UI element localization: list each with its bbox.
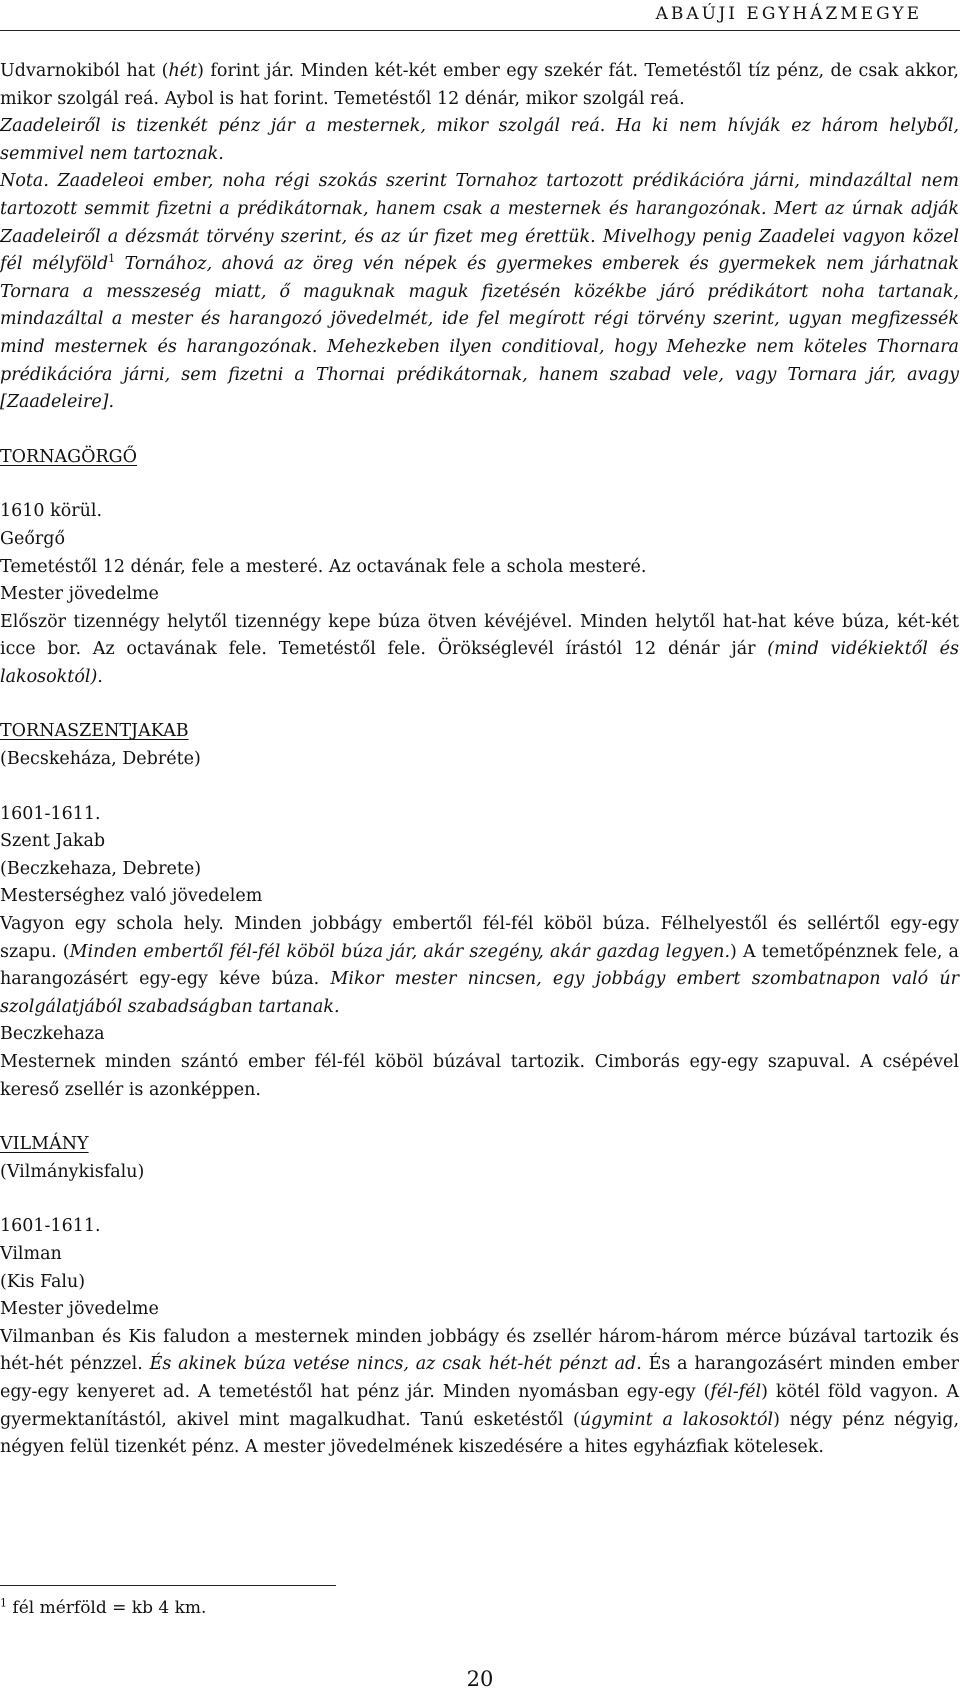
section-subheading: Mester jövedelme <box>0 1299 159 1320</box>
section-heading-tornaszentjakab: TORNASZENTJAKAB <box>0 721 189 742</box>
paragraph-zaadelei: Zaadeleiről is tizenkét pénz jár a mesternek, mikor szolgál reá. Ha ki nem hívják ez három helyből, semmivel nem tartoznak. <box>0 116 959 164</box>
section-paragraph: Vagyon egy schola hely. Minden jobbágy embertől fél-fél köböl búza. Félhelyestől és sellértől egy-egy szapu. (Minden embertől fél-fél köböl búza jár, akár szegény, akár gazdag legyen.) A temetőpénznek fele, a harangozásért egy-egy kéve búza. Mikor mester nincsen, egy jobbágy embert szombatnapon való úr szolgálatjából szabadságban tartanak. <box>0 914 959 1017</box>
section-subheading: Mesterséghez való jövedelem <box>0 886 263 907</box>
section-heading-vilmany: VILMÁNY <box>0 1134 89 1155</box>
section-heading-tornagorgo: TORNAGÖRGŐ <box>0 446 137 467</box>
section-historic-alt: (Kis Falu) <box>0 1271 86 1292</box>
section-alt-names: (Vilmánykisfalu) <box>0 1161 145 1182</box>
footnote-text: fél mérföld = kb 4 km. <box>7 1598 207 1618</box>
section-alt-names: (Becskeháza, Debréte) <box>0 749 201 770</box>
section-date: 1610 körül. <box>0 501 103 522</box>
running-header <box>0 3 960 31</box>
section-line: Temetéstől 12 dénár, fele a mesteré. Az octavának fele a schola mesteré. <box>0 556 647 577</box>
section-subheading: Beczkehaza <box>0 1024 105 1045</box>
page-number: 20 <box>466 1667 494 1691</box>
section-historic-name: Vilman <box>0 1243 62 1264</box>
section-date: 1601-1611. <box>0 1216 101 1237</box>
section-historic-name: Szent Jakab <box>0 831 106 852</box>
body-text <box>0 58 959 1462</box>
footnote <box>0 1597 600 1619</box>
section-paragraph: Először tizennégy helytől tizennégy kepe búza ötven kévéjével. Minden helytől hat-hat kéve búza, két-két icce bor. Az octavának fele. Temetéstől fele. Örökséglevél írástól 12 dénár jár (mind vidékiektől és lakosoktól). <box>0 611 959 687</box>
paragraph-nota: Nota. Zaadeleoi ember, noha régi szokás szerint Tornahoz tartozott prédikációra járni, mindazáltal nem tartozott semmit fizetni a prédikátornak, hanem csak a mesternek és harangozónak. Mert az úrnak adják Zaadeleiről a dézsmát törvény szerint, és az úr fizet meg érettük. Mivelhogy penig Zaadelei vagyon közel fél mélyföld$^1$ Tornához, ahová az öreg vén népek és gyermekes emberek és gyermekek nem járhatnak Tornara a messzeség miatt, ő maguknak maguk fizetésén közékbe járó prédikátort noha tartanak, mindazáltal a mester és harangozó jövedelmét, ide fel megírott régi törvény szerint, ugyan megfizessék mind mesternek és harangozónak. Mehezkeben ilyen conditioval, hogy Mehezke nem köteles Thornara prédikációra járni, sem fizetni a Thornai prédikátornak, hanem szabad vele, vagy Tornara jár, avagy [Zaadeleire]. <box>0 171 959 413</box>
section-historic-alt: (Beczkehaza, Debrete) <box>0 858 202 879</box>
section-subheading: Mester jövedelme <box>0 584 159 605</box>
section-paragraph: Vilmanban és Kis faludon a mesternek minden jobbágy és zsellér három-három mérce búzával tartozik és hét-hét pénzzel. És akinek búza vetése nincs, az csak hét-hét pénzt ad. És a harangozásért minden ember egy-egy kenyeret ad. A temetéstől hat pénz jár. Minden nyomásban egy-egy (fél-fél) kötél föld vagyon. A gyermektanítástól, akivel mint magalkudhat. Tanú esketéstől (úgymint a lakosoktól) négy pénz négyig, négyen felül tizenkét pénz. A mester jövedelmének kiszedésére a hites egyházfiak kötelesek. <box>0 1326 960 1458</box>
paragraph-udvarnok: Udvarnokiból hat (hét) forint jár. Minden két-két ember egy szekér fát. Temetéstől tíz pénz, de csak akkor, mikor szolgál reá. Aybol is hat forint. Temetéstől 12 dénár, mikor szolgál reá. <box>0 61 959 109</box>
footnote-mark: 1 <box>0 1596 7 1610</box>
section-historic-name: Geőrgő <box>0 528 65 549</box>
footnote-ref: 1 <box>108 252 116 266</box>
footnote-divider <box>0 1585 336 1586</box>
section-paragraph: Mesternek minden szántó ember fél-fél köböl búzával tartozik. Cimborás egy-egy szapuval. A csépével kereső zsellér is azonképpen. <box>0 1052 959 1100</box>
section-date: 1601-1611. <box>0 803 101 824</box>
running-title: ABAÚJI EGYHÁZMEGYE <box>655 4 922 24</box>
